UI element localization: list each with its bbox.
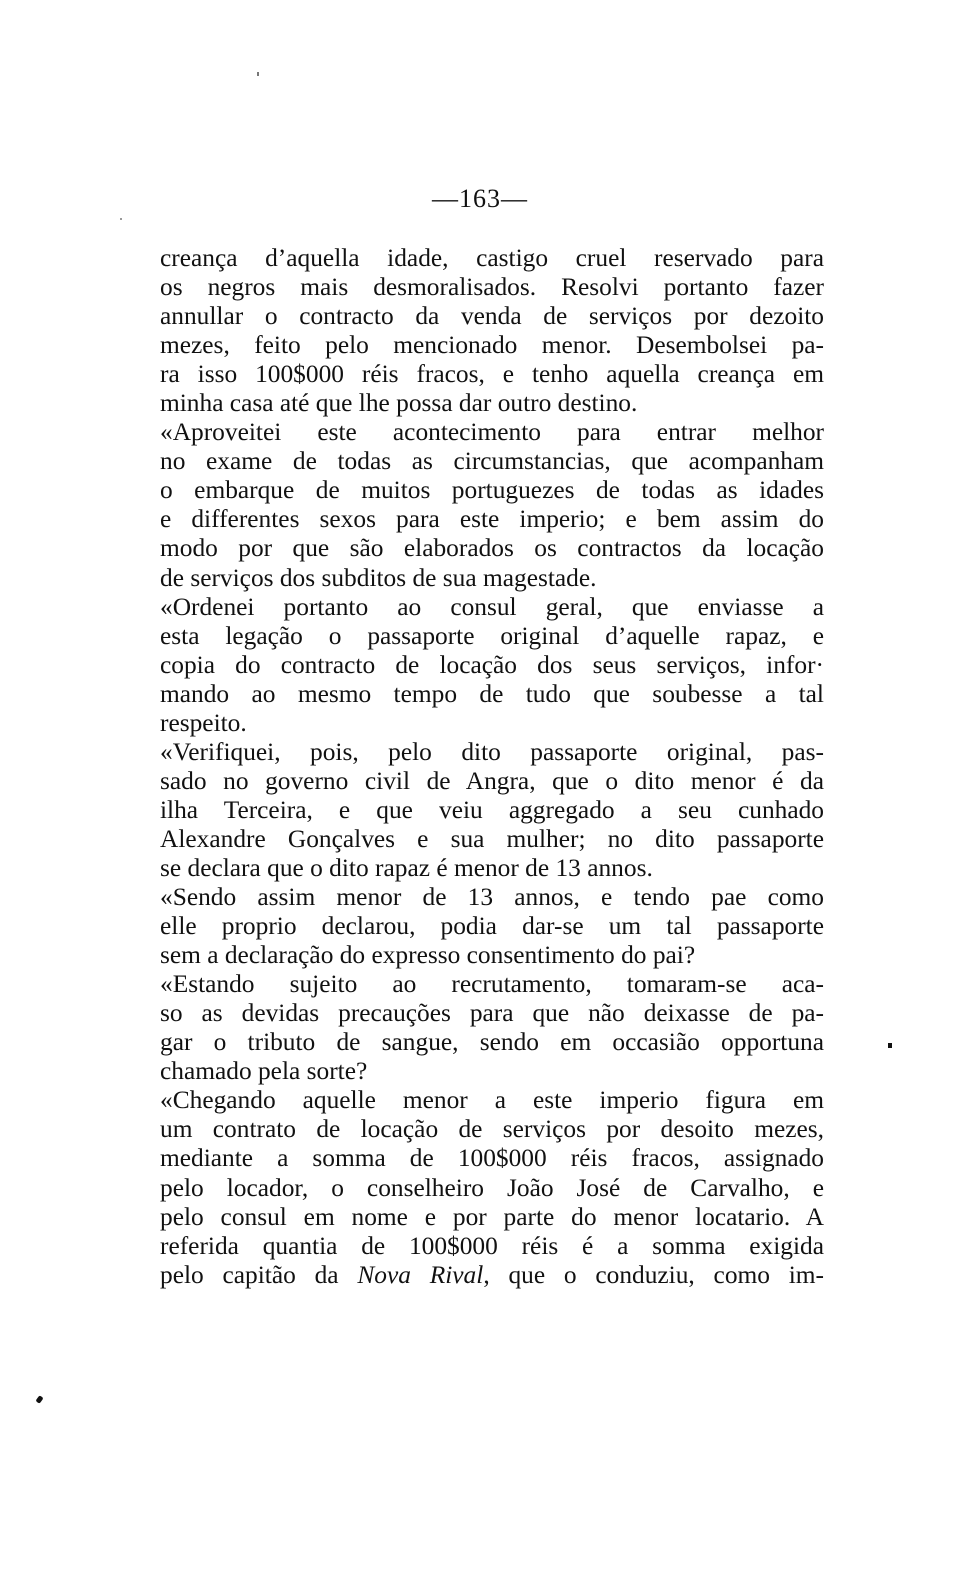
text-line: modo por que são elaborados os contractos da locação	[160, 534, 824, 563]
page-number: —163—	[432, 184, 528, 213]
text-segment: pelo capitão da	[160, 1260, 358, 1289]
paragraph-start-line: «Chegando aquelle menor a este imperio figura em	[160, 1086, 824, 1115]
text-line: e differentes sexos para este imperio; e bem assim do	[160, 505, 824, 534]
body-text	[160, 244, 824, 1290]
ship-name: Nova Rival	[357, 1260, 484, 1289]
ink-speck	[888, 1043, 892, 1048]
text-line: annullar o contracto da venda de serviços por dezoito	[160, 302, 824, 331]
text-line: o embarque de muitos portuguezes de todas as idades	[160, 476, 824, 505]
text-line: pelo locador, o conselheiro João José de Carvalho, e	[160, 1173, 824, 1202]
text-line: mando ao mesmo tempo de tudo que soubesse a tal	[160, 679, 824, 708]
text-line: sado no governo civil de Angra, que o dito menor é da	[160, 766, 824, 795]
final-text-line	[160, 1261, 824, 1290]
paragraph-start-line: «Ordenei portanto ao consul geral, que enviasse a	[160, 592, 824, 621]
text-line: ilha Terceira, e que veiu aggregado a seu cunhado	[160, 795, 824, 824]
text-line: um contrato de locação de serviços por desoito mezes,	[160, 1115, 824, 1144]
text-line: gar o tributo de sangue, sendo em occasião opportuna	[160, 1028, 824, 1057]
paragraph-start-line: «Estando sujeito ao recrutamento, tomaram-se aca-	[160, 970, 824, 999]
text-line: creança d’aquella idade, castigo cruel reservado para	[160, 244, 824, 272]
paragraph-start-line: «Sendo assim menor de 13 annos, e tendo pae como	[160, 883, 824, 912]
text-line: so as devidas precauções para que não deixasse de pa-	[160, 999, 824, 1028]
ink-speck	[257, 72, 259, 76]
text-line: os negros mais desmoralisados. Resolvi portanto fazer	[160, 273, 824, 302]
text-line: elle proprio declarou, podia dar-se um tal passaporte	[160, 912, 824, 941]
text-line: pelo consul em nome e por parte do menor locatario. A	[160, 1202, 824, 1231]
ink-speck	[120, 218, 122, 220]
text-line: respeito.	[160, 708, 247, 737]
text-line: referida quantia de 100$000 réis é a somma exigida	[160, 1231, 824, 1260]
text-line: ra isso 100$000 réis fracos, e tenho aquella creança em	[160, 360, 824, 389]
text-line: copia do contracto de locação dos seus serviços, infor·	[160, 650, 824, 679]
paragraph-start-line: «Verifiquei, pois, pelo dito passaporte original, pas-	[160, 737, 824, 766]
text-line: de serviços dos subditos de sua magestade.	[160, 563, 597, 592]
text-line: chamado pela sorte?	[160, 1057, 368, 1086]
text-line: se declara que o dito rapaz é menor de 13 annos.	[160, 853, 653, 882]
text-segment: , que o conduziu, como im-	[483, 1260, 825, 1289]
text-line: minha casa até que lhe possa dar outro destino.	[160, 389, 638, 418]
text-line: Alexandre Gonçalves e sua mulher; no dito passaporte	[160, 824, 824, 853]
text-line: mezes, feito pelo mencionado menor. Desembolsei pa-	[160, 331, 824, 360]
text-line: mediante a somma de 100$000 réis fracos, assignado	[160, 1144, 824, 1173]
text-line: no exame de todas as circumstancias, que acompanham	[160, 447, 824, 476]
text-line: esta legação o passaporte original d’aquelle rapaz, e	[160, 621, 824, 650]
ink-speck	[35, 1395, 43, 1404]
text-line: sem a declaração do expresso consentimento do pai?	[160, 941, 696, 970]
paragraph-start-line: «Aproveitei este acontecimento para entrar melhor	[160, 418, 824, 447]
